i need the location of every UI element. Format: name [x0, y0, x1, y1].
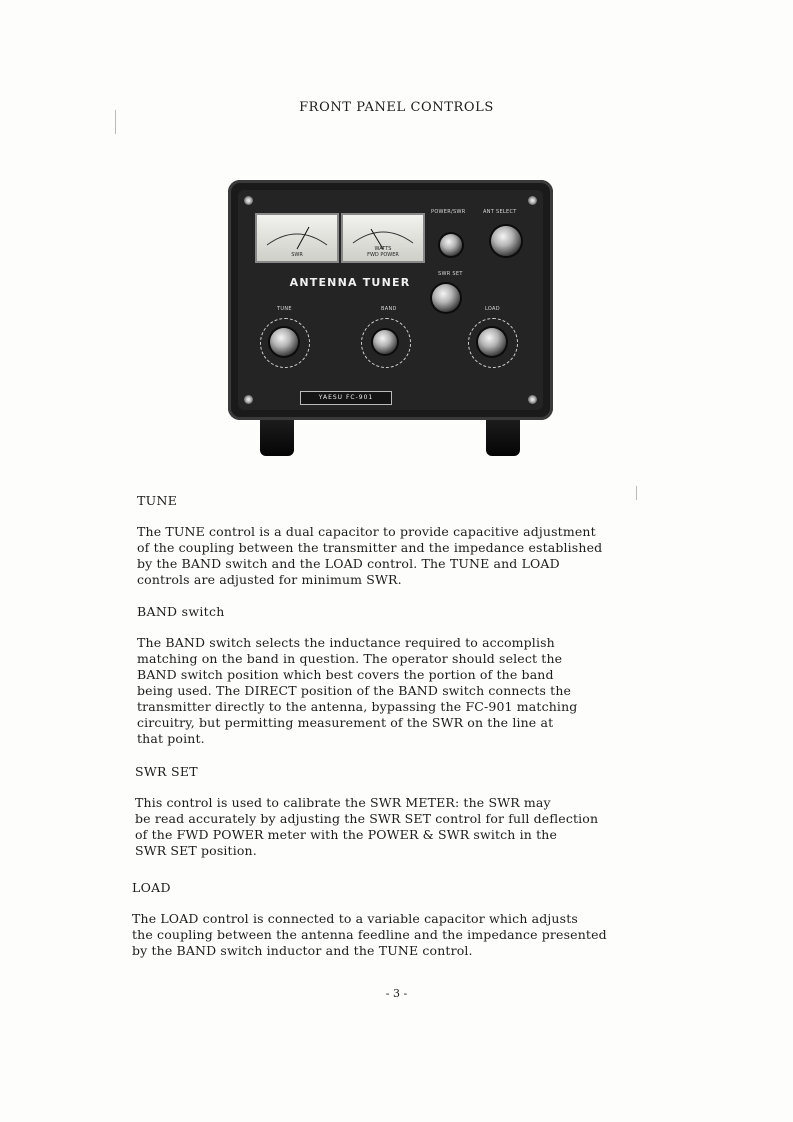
ant-select-knob[interactable] [491, 226, 521, 256]
text-line: of the FWD POWER meter with the POWER & SWR switch in the [135, 827, 558, 842]
text-line: circuitry, but permitting measurement of the SWR on the line at [137, 715, 554, 730]
swr-set-knob[interactable] [432, 284, 460, 312]
scan-mark-right [636, 486, 637, 500]
ant-select-label: ANT SELECT [483, 209, 517, 215]
text-line: being used. The DIRECT position of the BAND switch connects the [137, 683, 572, 698]
text-line: controls are adjusted for minimum SWR. [137, 572, 402, 587]
text-line: by the BAND switch and the LOAD control. The TUNE and LOAD [137, 556, 560, 571]
power-meter-fwd: FWD POWER [367, 252, 399, 258]
load-heading: LOAD [132, 880, 171, 895]
screw-bottom-right [528, 395, 537, 404]
screw-top-right [528, 196, 537, 205]
power-swr-label: POWER/SWR [431, 209, 466, 215]
tune-heading: TUNE [137, 493, 178, 508]
load-paragraph [132, 911, 607, 959]
band-heading: BAND switch [137, 604, 225, 619]
front-panel [238, 190, 543, 410]
page-title: FRONT PANEL CONTROLS [299, 100, 494, 115]
model-nameplate: YAESU FC-901 [300, 391, 392, 405]
band-label: BAND [381, 306, 397, 312]
text-line: The BAND switch selects the inductance required to accomplish [137, 635, 555, 650]
text-line: SWR SET position. [135, 843, 257, 858]
text-line: by the BAND switch inductor and the TUNE control. [132, 943, 473, 958]
screw-top-left [244, 196, 253, 205]
swr-set-label: SWR SET [438, 271, 463, 277]
text-line: be read accurately by adjusting the SWR SET control for full deflection [135, 811, 599, 826]
text-line: BAND switch position which best covers the portion of the band [137, 667, 554, 682]
brand-label: ANTENNA TUNER [289, 276, 411, 289]
text-line: matching on the band in question. The operator should select the [137, 651, 563, 666]
antenna-tuner-photo [228, 180, 553, 458]
swr-set-heading: SWR SET [135, 764, 198, 779]
text-line: the coupling between the antenna feedline and the impedance presented [132, 927, 607, 942]
power-meter-label [343, 246, 423, 258]
text-line: of the coupling between the transmitter and the impedance established [137, 540, 603, 555]
screw-bottom-left [244, 395, 253, 404]
page-number: - 3 - [385, 987, 408, 1000]
tune-label: TUNE [277, 306, 292, 312]
text-line: that point. [137, 731, 205, 746]
tuner-cabinet [228, 180, 553, 420]
swr-meter [255, 213, 339, 263]
text-line: The LOAD control is connected to a variable capacitor which adjusts [132, 911, 578, 926]
tune-paragraph [137, 524, 602, 588]
text-line: The TUNE control is a dual capacitor to provide capacitive adjustment [137, 524, 596, 539]
swr-set-paragraph [135, 795, 598, 859]
power-meter-watts: WATTS [374, 246, 392, 252]
load-label: LOAD [485, 306, 500, 312]
text-line: This control is used to calibrate the SWR METER: the SWR may [135, 795, 551, 810]
band-paragraph [137, 635, 577, 747]
band-knob[interactable] [373, 330, 397, 354]
power-meter [341, 213, 425, 263]
power-swr-knob[interactable] [440, 234, 462, 256]
tune-knob[interactable] [270, 328, 298, 356]
swr-meter-label: SWR [291, 252, 303, 258]
text-line: transmitter directly to the antenna, bypassing the FC-901 matching [137, 699, 578, 714]
load-knob[interactable] [478, 328, 506, 356]
